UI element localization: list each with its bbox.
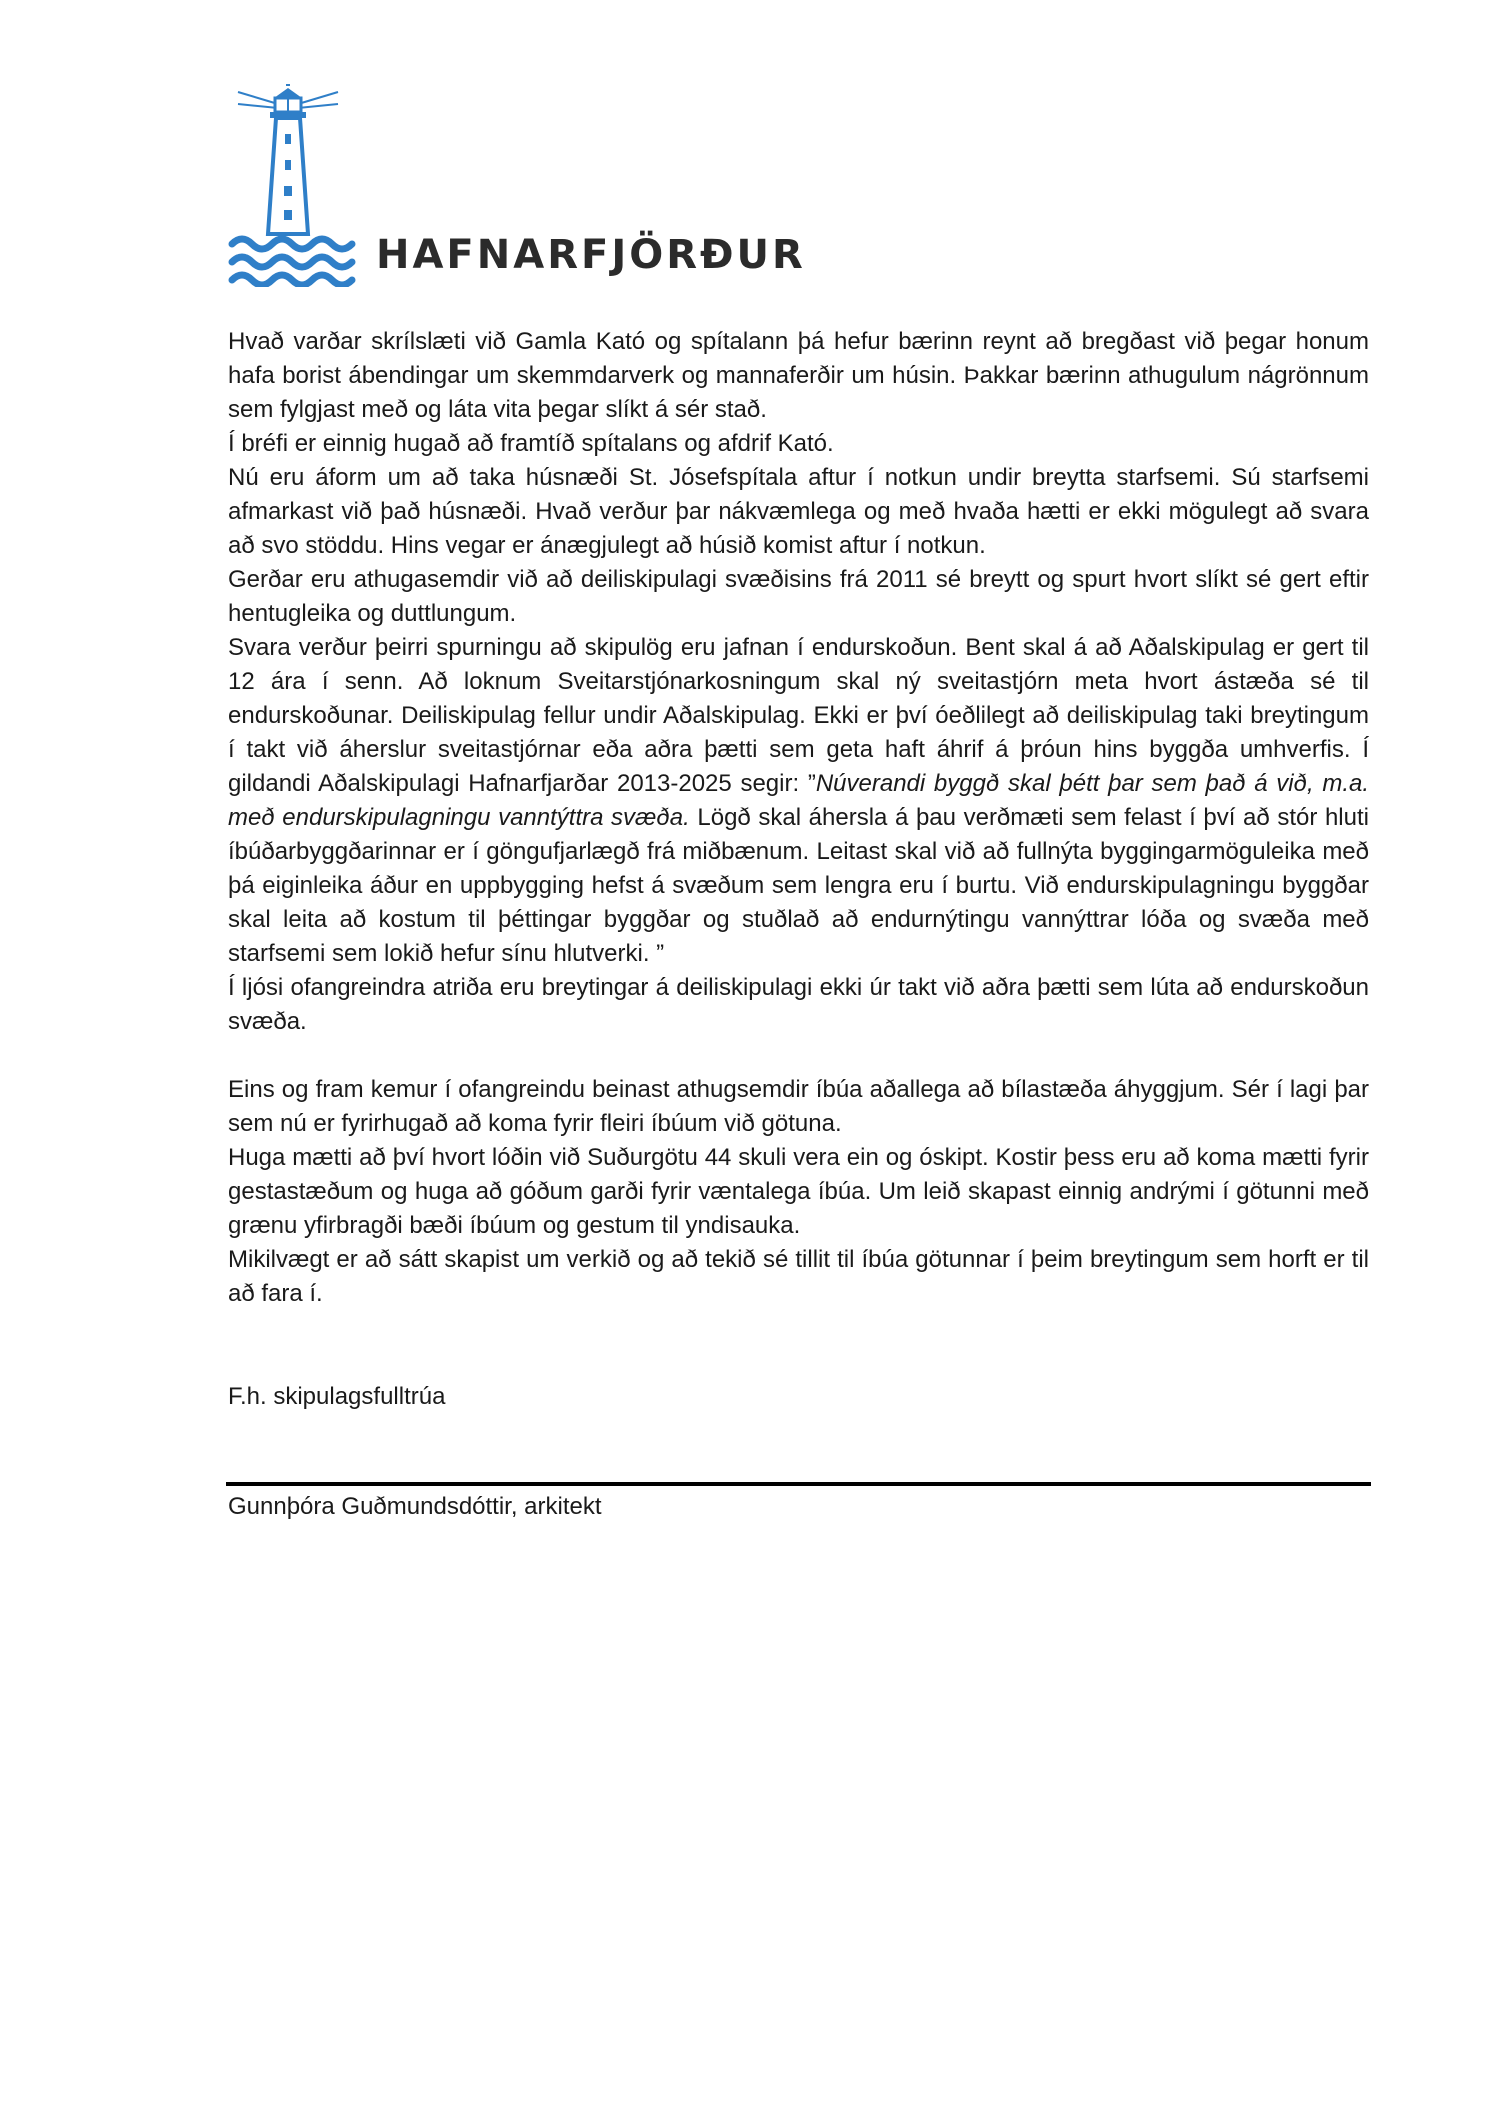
paragraph: Í bréfi er einnig hugað að framtíð spítalans og afdrif Kató.	[228, 430, 834, 457]
hafnarfjordur-logo	[228, 82, 828, 292]
paragraph: Eins og fram kemur í ofangreindu beinast athugsemdir íbúa aðallega að bílastæða áhyggjum. Sér í lagi þar sem nú er fyrirhugað að koma fyrir fleiri íbúum við götuna.	[228, 1076, 1369, 1137]
paragraph: Mikilvægt er að sátt skapist um verkið og að tekið sé tillit til íbúa götunnar í þeim breytingum sem horft er til að fara í.	[228, 1246, 1369, 1307]
paragraph: Huga mætti að því hvort lóðin við Suðurgötu 44 skuli vera ein og óskipt. Kostir þess eru að koma mætti fyrir gestastæðum og huga að góðum garði fyrir væntalega íbúa. Um leið skapast einnig andrými í götunni með grænu yfirbragði bæði íbúum og gestum til yndisauka.	[228, 1144, 1369, 1239]
quote-intro: Svara verður þeirri spurningu að skipulög eru jafnan í endurskoðun. Bent skal á að Aðalskipulag er gert til 12 ára í senn. Að loknum Sveitarstjónarkosningum skal ný sveitastjórn meta hvort ástæða sé til endurskoðunar. Deiliskipulag fellur undir Aðalskipulag. Ekki er því óeðlilegt að deiliskipulag taki breytingum í takt við áherslur sveitastjórnar eða aðra þætti sem geta haft áhrif á þróun hins byggða umhverfis. Í gildandi Aðalskipulagi Hafnarfjarðar 2013-2025 segir: ”	[228, 634, 1369, 797]
lighthouse-icon	[228, 82, 368, 287]
logo-wordmark: HAFNARFJÖRÐUR	[376, 232, 806, 278]
paragraph: Gerðar eru athugasemdir við að deiliskipulagi svæðisins frá 2011 sé breytt og spurt hvort slíkt sé gert eftir hentugleika og duttlungum.	[228, 566, 1369, 627]
paragraph-with-quote	[228, 631, 1369, 971]
paragraph: Hvað varðar skrílslæti við Gamla Kató og spítalann þá hefur bærinn reynt að bregðast við þegar honum hafa borist ábendingar um skemmdarverk og mannaferðir um húsin. Þakkar bærinn athugulum nágrönnum sem fylgjast með og láta vita þegar slíkt á sér stað.	[228, 328, 1369, 423]
quote-italic: Núverandi byggð skal þétt þar sem það á við, m.a. með endurskipulagningu vanntýttra svæða.	[228, 770, 1370, 831]
paragraph: Í ljósi ofangreindra atriða eru breytingar á deiliskipulagi ekki úr takt við aðra þætti sem lúta að endurskoðun svæða.	[228, 974, 1369, 1035]
closing-text: F.h. skipulagsfulltrúa	[228, 1383, 446, 1410]
quote-rest: Lögð skal áhersla á þau verðmæti sem felast í því að stór hluti íbúðarbyggðarinnar er í göngufjarlægð frá miðbænum. Leitast skal við að fullnýta byggingarmöguleika með þá eiginleika áður en uppbygging hefst á svæðum sem lengra eru í burtu. Við endurskipulagningu byggðar skal leita að kostum til þéttingar byggðar og stuðlað að endurnýtingu vannýttrar lóða og svæða með starfsemi sem lokið hefur sínu hlutverki. ”	[228, 804, 1369, 967]
letter-body	[228, 325, 1369, 1311]
signature-line	[226, 1482, 1371, 1486]
signer-name: Gunnþóra Guðmundsdóttir, arkitekt	[228, 1493, 602, 1520]
paragraph: Nú eru áform um að taka húsnæði St. Jósefspítala aftur í notkun undir breytta starfsemi. Sú starfsemi afmarkast við það húsnæði. Hvað verður þar nákvæmlega og með hvaða hætti er ekki mögulegt að svara að svo stöddu. Hins vegar er ánægjulegt að húsið komist aftur í notkun.	[228, 464, 1369, 559]
